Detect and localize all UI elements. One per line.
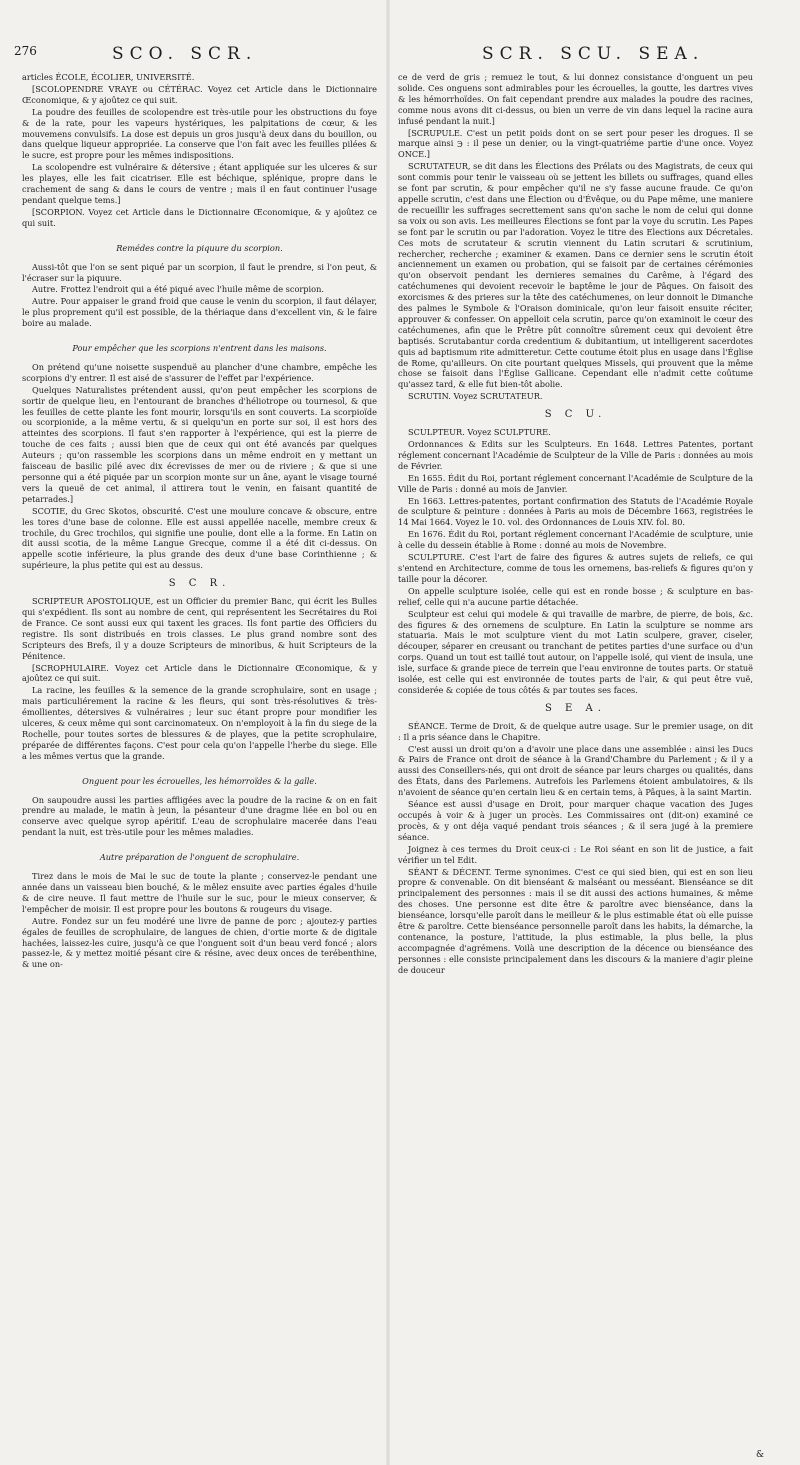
paragraph: La scolopendre est vulnéraire & détersive ; étant appliquée sur les ulceres & sur les playes, elle les fait cicatriser. Elle est béchique, splénique, propre dans le crachement de sang & dans le cours de ventre ; mais il en faut continuer l'usage pendant quelque tems.] (22, 162, 377, 205)
paragraph: SCULPTEUR. Voyez SCULPTURE. (408, 427, 551, 438)
paragraph: SCULPTURE. C'est l'art de faire des figures & autres sujets de reliefs, ce qui s'entend en Architecture, comme de tous les ornemens, bas-reliefs & figures qu'on y taille pour la décorer. (398, 552, 753, 584)
paragraph: [SCRUPULE. C'est un petit poids dont on se sert pour peser les drogues. Il se marque ainsi ℈ : il pese un denier, ou la vingt-quatriéme partie d'une once. Voyez ONCE.] (398, 127, 753, 160)
catchword: & (755, 1450, 764, 1460)
paragraph: En 1655. Édit du Roi, portant réglement concernant l'Académie de Sculpture de la Ville de Paris : donné au mois de Janvier. (398, 472, 753, 494)
paragraph: En 1663. Lettres-patentes, portant confirmation des Statuts de l'Académie Royale de sculpture & peinture : données à Paris au mois de Décembre 1663, registrées le 14 Mai 1664. Voyez le 10. vol. des Ordonnances de Louis XIV. fol. 80. (398, 495, 753, 528)
paragraph: SÉANT & DÉCENT. Terme synonimes. C'est ce qui sied bien, qui est en son lieu propre & convenable. On dit bienséant & malséant ou messéant. Bienséance se dit principalement des personnes : mais il se dit aussi des actions humaines, & même des choses. Une personne est dite être & paroître avec bienséance, dans la bienséance, lorsqu'elle paroît dans le meilleur & le plus estimable état où elle puisse être & paroître. Cette bienséance personnelle paroît dans les habits, la démarche, la contenance, la posture, l'attitude, la plus estimable, la plus belle, la plus accompagnée d'agrémens. Voilà une description de la décence ou bienséance des personnes : elle consiste principalement dans les discours & la maniere d'agir pleine de douceur (398, 866, 753, 975)
paragraph: Sculpteur est celui qui modele & qui travaille de marbre, de pierre, de bois, &c. des figures & des ornemens de sculpture. En Latin la sculpture se nomme ars statuaria. Mais le mot sculpture vient du mot Latin sculpere, graver, ciseler, découper, séparer en creusant ou tranchant de petites parties d'une surface ou d'un corps. Quand un tout est taillé tout autour, on l'appelle isolé, qui vient de insula, une isle, surface & grande piece de terrein que l'eau environne de toutes parts. Or statuë isolée, est celle qui est environnée de toutes parts de l'air, & qui peut être vuë, considerée & copiée de tous côtés & par toutes ses faces. (398, 608, 753, 695)
paragraph: C'est aussi un droit qu'on a d'avoir une place dans une assemblée : ainsi les Ducs & Pairs de France ont droit de séance à la Grand'Chambre du Parlement ; & il y a aussi des Conseillers-nés, qui ont droit de séance par leurs charges ou qualités, dans des États, dans des Parlemens. Autrefois les Parlemens étoient ambulatoires, & ils n'avoient de séance qu'en certain lieu & en certain tems, à Pâques, à la saint Martin. (398, 743, 753, 798)
paragraph: Quelques Naturalistes prétendent aussi, qu'on peut empêcher les scorpions de sortir de quelque lieu, en l'entourant de branches d'héliotrope ou tournesol, & que les feuilles de cette plante les font mourir, lorsqu'ils en sont couverts. La scorpioïde ou scorpionide, a la même vertu, & si quelqu'un en porte sur soi, il est hors des atteintes des scorpions. Il faut s'en rapporter à l'expérience, qui est la pierre de touche de ces faits ; aussi bien que de ceux qui ont été avancés par quelques Auteurs ; qu'on rassemble les scorpions dans un même endroit en y mettant un faisceau de basilic pilé avec dix écrevisses de mer ou de riviere ; & que si une personne qui a été piquée par un scorpion monte sur un âne, ayant le visage tourné vers la queuë de cet animal, il attirera tout le venin, en faisant quantité de petarrades.] (22, 384, 377, 504)
paragraph: Joignez à ces termes du Droit ceux-ci : Le Roi séant en son lit de justice, a fait vérifier un tel Edit. (398, 843, 753, 865)
paragraph: Aussi-tôt que l'on se sent piqué par un scorpion, il faut le prendre, si l'on peut, & l'écraser sur la piquure. (22, 261, 377, 283)
subheading: Remédes contre la piquure du scorpion. (116, 242, 283, 253)
gutter-fold (386, 0, 390, 1465)
paragraph: SCOTIE, du Grec Skotos, obscurité. C'est une moulure concave & obscure, entre les tores d'une base de colonne. Elle est aussi appellée nacelle, membre creux & trochile, du Grec trochilos, qui signifie une poulie, dont elle a la forme. En Latin on dit aussi scotia, de la même Langue Grecque, comme il a été dit ci-dessus. On appelle scotie inférieure, la plus grande des deux d'une base Corinthienne ; & supérieure, la plus petite qui est au dessus. (22, 505, 377, 571)
paragraph: SCRIPTEUR APOSTOLIQUE, est un Officier du premier Banc, qui écrit les Bulles qui s'expédient. Ils sont au nombre de cent, qui représentent les Secrétaires du Roi de France. Ce sont aussi eux qui taxent les graces. Ils font partie des Officiers du registre. Ils sont distribués en trois classes. Le plus grand nombre sont des Scripteurs des Brefs, il y a douze Scripteurs de minoribus, & huit Scripteurs de la Pénitence. (22, 596, 377, 661)
paragraph: En 1676. Édit du Roi, portant réglement concernant l'Académie de sculpture, unie à celle du dessein établie à Rome : donné au mois de Novembre. (398, 529, 753, 551)
subheading: Autre préparation de l'onguent de scrophulaire. (99, 852, 300, 863)
paragraph: [SCOLOPENDRE VRAYE ou CÉTÉRAC. Voyez cet Article dans le Dictionnaire Œconomique, & y ajoûtez ce qui suit. (22, 83, 377, 105)
section-heading: S C R. (168, 578, 231, 590)
paragraph: Séance est aussi d'usage en Droit, pour marquer chaque vacation des Juges occupés à voir & à juger un procès. Les Commissaires ont (dit-on) examiné ce procès, & y ont déja vaqué pendant trois séances ; & il sera jugé à la premiere séance. (398, 799, 753, 842)
paragraph: Ordonnances & Edits sur les Sculpteurs. En 1648. Lettres Patentes, portant réglement concernant l'Académie de Sculpteur de la Ville de Paris : données au mois de Février. (398, 439, 753, 471)
paragraph: Autre. Frottez l'endroit qui a été piqué avec l'huile même de scorpion. (32, 284, 324, 295)
paragraph: Tirez dans le mois de Mai le suc de toute la plante ; conservez-le pendant une année dans un vaisseau bien bouché, & le mêlez ensuite avec parties égales d'huile & de cire neuve. Il faut mettre de l'huile sur le suc, pour le mieux conserver, & l'empêcher de moisir. Il est propre pour les boutons & rougeurs du visage. (22, 871, 377, 914)
page-number: 276 (14, 44, 37, 58)
paragraph: La poudre des feuilles de scolopendre est très-utile pour les obstructions du foye & de la rate, pour les vapeurs hystériques, les palpitations de cœur, & les mouvemens convulsifs. La dose est depuis un gros jusqu'à deux dans du bouillon, ou dans quelque liqueur appropriée. La conserve que l'on fait avec les feuilles pilées & le sucre, est propre pour les mêmes indispositions. (22, 106, 377, 161)
paragraph: On appelle sculpture isolée, celle qui est en ronde bosse ; & sculpture en bas-relief, celle qui n'a aucune partie détachée. (398, 585, 753, 607)
left-column (22, 72, 377, 971)
right-column (398, 72, 753, 977)
section-heading: S E A. (545, 702, 606, 714)
subheading: Pour empêcher que les scorpions n'entrent dans les maisons. (72, 343, 327, 354)
paragraph: La racine, les feuilles & la semence de la grande scrophulaire, sont en usage ; mais particuliérement la racine & les fleurs, qui sont très-résolutives & très-émollientes, détersives & vulnéraires ; leur suc étant propre pour mondifier les ulceres, & ceux même qui sont carcinomateux. On n'employoit à la fin du siege de la Rochelle, pour toutes sortes de blessures & de playes, que la petite scrophulaire, préparée de différentes façons. C'est pour cela qu'on l'appelle l'herbe du siege. Elle a les mêmes vertus que la grande. (22, 685, 377, 761)
right-running-head: SCR. SCU. SEA. (482, 44, 705, 64)
paragraph: articles ÉCOLE, ÉCOLIER, UNIVERSITÉ. (22, 72, 195, 82)
paragraph: ce de verd de gris ; remuez le tout, & lui donnez consistance d'onguent un peu solide. Ces onguens sont admirables pour les écrouelles, la goutte, les dartres vives & les hémorrhoïdes. On fait cependant prendre aux malades la poudre des racines, comme nous avons dit ci-dessus, ou bien un verre de vin dans lequel la racine aura infusé pendant la nuit.] (398, 72, 753, 126)
paragraph: SCRUTATEUR, se dit dans les Élections des Prélats ou des Magistrats, de ceux qui sont commis pour tenir le vaisseau où se jettent les billets ou suffrages, quand elles se font par scrutin, & pour empêcher qu'il ne s'y fasse aucune fraude. Ce qu'on appelle scrutin, c'est dans une Élection ou d'Évêque, ou du Pape même, une maniere de recueillir les suffrages secrettement sans qu'on sache le nom de celui qui donne sa voix ou son avis. Les meilleures Élections se font par la voye du scrutin. Les Papes se font par le scrutin ou par l'adoration. Voyez le titre des Elections aux Décretales. Ces mots de scrutateur & scrutin viennent du Latin scrutari & scrutinium, rechercher, recherche ; examiner & examen. Dans ce dernier sens le scrutin étoit anciennement un examen ou probation, qui se faisoit par de certaines cérémonies qu'on observoit pendant les dernieres semaines du Carême, à l'égard des catéchumenes qui devoient recevoir le baptême le jour de Pâques. On faisoit des exorcismes & des prieres sur la tête des catéchumenes, on leur donnoit le Dimanche des palmes le Symbole & l'Oraison dominicale, qu'on leur faisoit ensuite réciter, approuver & confesser. On appelloit cela scrutin, parce qu'on examinoit le cœur des catéchumenes, afin que le Prêtre pût connoître sûrement ceux qui devoient être baptisés. Scrutabantur corda credentium & dubitantium, ut intelligerent sacerdotes quis ad baptismum rite admitteretur. Cette coutume étoit plus en usage dans l'Église de Rome, qu'ailleurs. On cite pourtant quelques Missels, qui prouvent que la même chose se faisoit dans l'Église Gallicane. Cependant elle n'admit cette coûtume qu'assez tard, & elle fut bien-tôt abolie. (398, 161, 753, 390)
paragraph: Autre. Fondez sur un feu modéré une livre de panne de porc ; ajoutez-y parties égales de feuilles de scrophulaire, de langues de chien, d'ortie morte & de digitale hachées, laissez-les cuire, jusqu'à ce que l'onguent soit d'un beau verd foncé ; alors passez-le, & y mettez moitié pésant cire & résine, avec deux onces de terébenthine, & une on- (22, 915, 377, 970)
subheading: Onguent pour les écrouelles, les hémorroïdes & la galle. (82, 775, 317, 786)
paragraph: Autre. Pour appaiser le grand froid que cause le venin du scorpion, il faut délayer, le plus proprement qu'il est possible, de la thériaque dans d'excellent vin, & le faire boire au malade. (22, 296, 377, 329)
paragraph: On saupoudre aussi les parties affligées avec la poudre de la racine & on en fait prendre au malade, le matin à jeun, la pésanteur d'une dragme liée en bol ou en conserve avec quelque syrop apéritif. L'eau de scrophulaire macerée dans l'eau pendant la nuit, est très-utile pour les mêmes maladies. (22, 794, 377, 838)
paragraph: On prétend qu'une noisette suspenduë au plancher d'une chambre, empêche les scorpions d'y entrer. Il est aisé de s'assurer de l'effet par l'expérience. (22, 361, 377, 383)
section-heading: S C U. (544, 409, 607, 421)
left-running-head: SCO. SCR. (112, 44, 258, 64)
paragraph: [SCROPHULAIRE. Voyez cet Article dans le Dictionnaire Œconomique, & y ajoûtez ce qui suit. (22, 662, 377, 684)
paragraph: SÉANCE. Terme de Droit, & de quelque autre usage. Sur le premier usage, on dit : Il a pris séance dans le Chapitre. (398, 720, 753, 742)
paragraph: [SCORPION. Voyez cet Article dans le Dictionnaire Œconomique, & y ajoûtez ce qui suit. (22, 206, 377, 228)
paragraph: SCRUTIN. Voyez SCRUTATEUR. (408, 391, 543, 402)
